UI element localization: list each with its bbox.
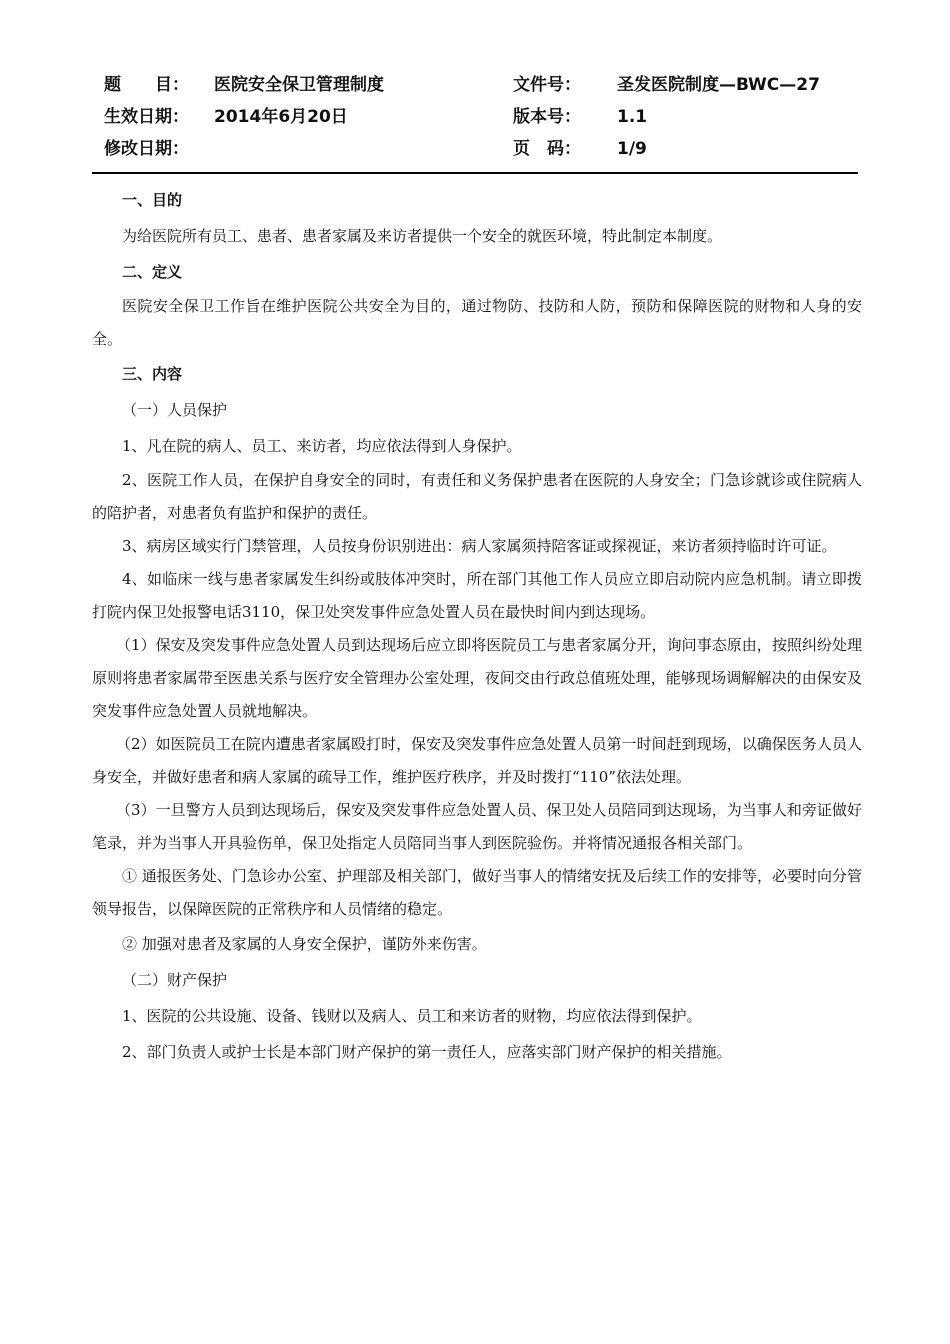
list-item: 2、部门负责人或护士长是本部门财产保护的第一责任人，应落实部门财产保护的相关措施。 (122, 1043, 732, 1061)
file-no-value: 圣发医院制度—BWC—27 (617, 75, 820, 95)
modified-date-label: 修改日期： (104, 139, 189, 159)
document-body (92, 182, 862, 1070)
section-heading-definition: 二、定义 (122, 263, 183, 281)
list-item: 4、如临床一线与患者家属发生纠纷或肢体冲突时，所在部门其他工作人员应立即启动院内应急机制。请立即拨打院内保卫处报警电话3110，保卫处突发事件应急处置人员在最快时间内到达现场。 (92, 570, 862, 621)
header-divider (92, 172, 858, 174)
list-subitem: （3）一旦警方人员到达现场后，保安及突发事件应急处置人员、保卫处人员陪同到达现场，为当事人和旁证做好笔录，并为当事人开具验伤单，保卫处指定人员陪同当事人到医院验伤。并将情况通报各相关部门。 (92, 801, 862, 852)
subsection-property-protection: （二）财产保护 (122, 971, 228, 989)
list-subitem: ② 加强对患者及家属的人身安全保护，谨防外来伤害。 (122, 935, 487, 953)
list-subitem: （2）如医院员工在院内遭患者家属殴打时，保安及突发事件应急处置人员第一时间赶到现场，以确保医务人员人身安全，并做好患者和病人家属的疏导工作，维护医疗秩序，并及时拨打“110”依法处理。 (92, 735, 862, 786)
version-label: 版本号： (513, 107, 581, 127)
list-item: 1、凡在院的病人、员工、来访者，均应依法得到人身保护。 (122, 437, 522, 455)
document-header (0, 0, 950, 180)
effective-date-value: 2014年6月20日 (214, 107, 348, 127)
list-item: 1、医院的公共设施、设备、钱财以及病人、员工和来访者的财物，均应依法得到保护。 (122, 1007, 702, 1025)
effective-date-label: 生效日期： (104, 107, 189, 127)
list-item: 2、医院工作人员，在保护自身安全的同时，有责任和义务保护患者在医院的人身安全；门急诊就诊或住院病人的陪护者，对患者负有监护和保护的责任。 (92, 471, 862, 522)
section-heading-purpose: 一、目的 (122, 191, 183, 209)
list-subitem: ① 通报医务处、门急诊办公室、护理部及相关部门，做好当事人的情绪安抚及后续工作的安排等，必要时向分管领导报告，以保障医院的正常秩序和人员情绪的稳定。 (92, 867, 862, 918)
page-label: 页 码： (513, 139, 581, 159)
list-subitem: （1）保安及突发事件应急处置人员到达现场后应立即将医院员工与患者家属分开，询问事态原由，按照纠纷处理原则将患者家属带至医患关系与医疗安全管理办公室处理，夜间交由行政总值班处理，能够现场调解解决的由保安及突发事件应急处置人员就地解决。 (92, 636, 862, 720)
file-no-label: 文件号： (513, 75, 581, 95)
version-value: 1.1 (617, 107, 648, 127)
page-value: 1/9 (617, 139, 647, 159)
section-heading-content: 三、内容 (122, 365, 183, 383)
paragraph-purpose: 为给医院所有员工、患者、患者家属及来访者提供一个安全的就医环境，特此制定本制度。 (122, 227, 723, 245)
subsection-personnel-protection: （一）人员保护 (122, 401, 228, 419)
title-label: 题 目： (104, 75, 189, 95)
title-value: 医院安全保卫管理制度 (214, 75, 384, 95)
paragraph-definition: 医院安全保卫工作旨在维护医院公共安全为目的，通过物防、技防和人防，预防和保障医院的财物和人身的安全。 (92, 297, 862, 348)
list-item: 3、病房区域实行门禁管理，人员按身份识别进出：病人家属须持陪客证或探视证，来访者须持临时许可证。 (122, 537, 837, 555)
